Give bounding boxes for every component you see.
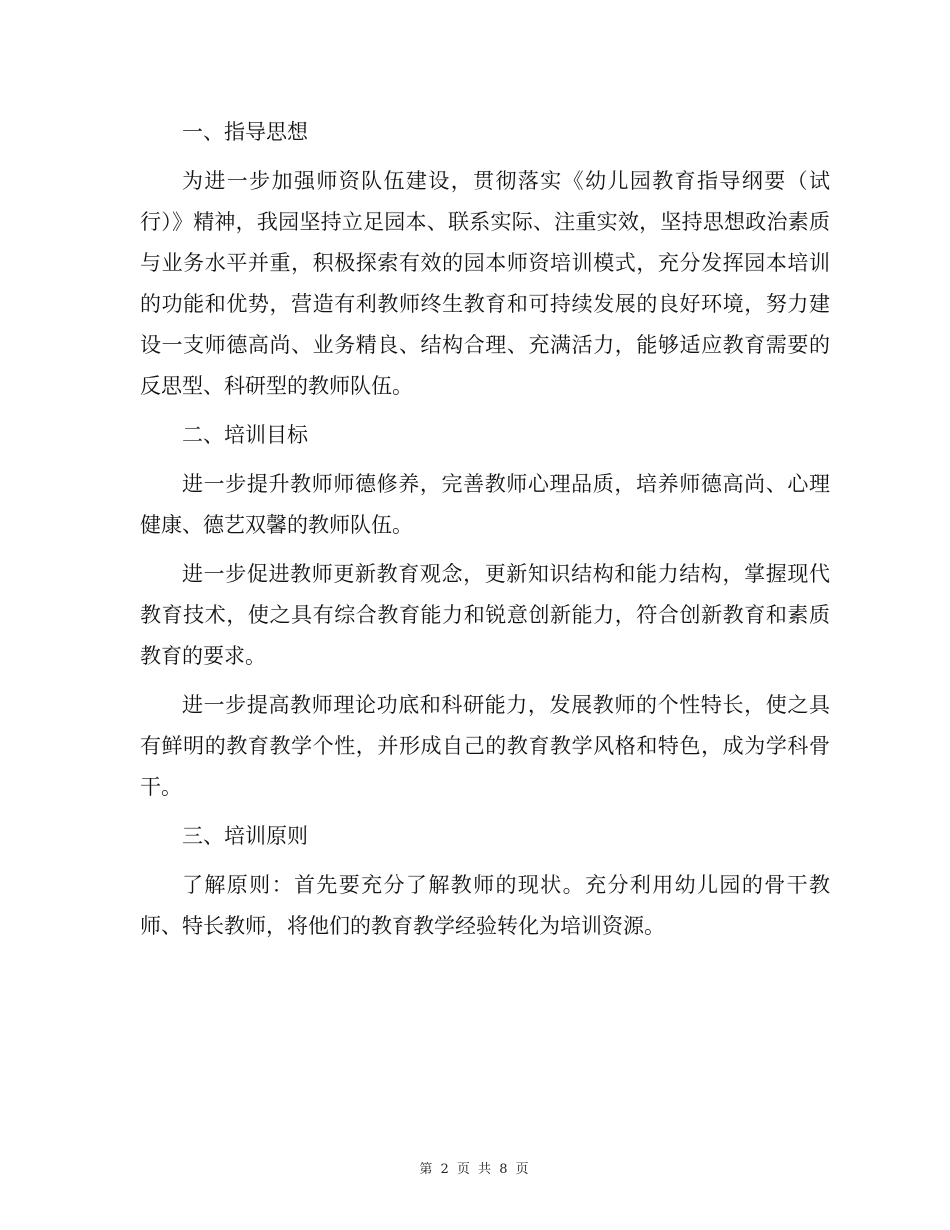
section-heading-training-goals: 二、培训目标 [182,423,308,447]
paragraph-goal-research: 进一步提高教师理论功底和科研能力，发展教师的个性特长，使之具有鲜明的教育教学个性，并形成自己的教育教学风格和特色，成为学科骨干。 [140,693,830,799]
section-heading-training-principles: 三、培训原则 [182,824,308,848]
section-heading-guiding-ideology: 一、指导思想 [182,120,308,144]
paragraph-goal-ethics: 进一步提升教师师德修养，完善教师心理品质，培养师德高尚、心理健康、德艺双馨的教师队伍。 [140,472,830,537]
paragraph-goal-concepts: 进一步促进教师更新教育观念，更新知识结构和能力结构，掌握现代教育技术，使之具有综合教育能力和锐意创新能力，符合创新教育和素质教育的要求。 [140,562,830,668]
paragraph-principle-understanding: 了解原则：首先要充分了解教师的现状。充分利用幼儿园的骨干教师、特长教师，将他们的教育教学经验转化为培训资源。 [140,873,830,938]
page-number-footer: 第 2 页 共 8 页 [419,1162,531,1177]
paragraph-guiding-ideology: 为进一步加强师资队伍建设，贯彻落实《幼儿园教育指导纲要（试行）》精神，我园坚持立足园本、联系实际、注重实效，坚持思想政治素质与业务水平并重，积极探索有效的园本师资培训模式，充分发挥园本培训的功能和优势，营造有利教师终生教育和可持续发展的良好环境，努力建设一支师德高尚、业务精良、结构合理、充满活力，能够适应教育需要的反思型、科研型的教师队伍。 [140,169,830,398]
document-body [140,112,830,955]
